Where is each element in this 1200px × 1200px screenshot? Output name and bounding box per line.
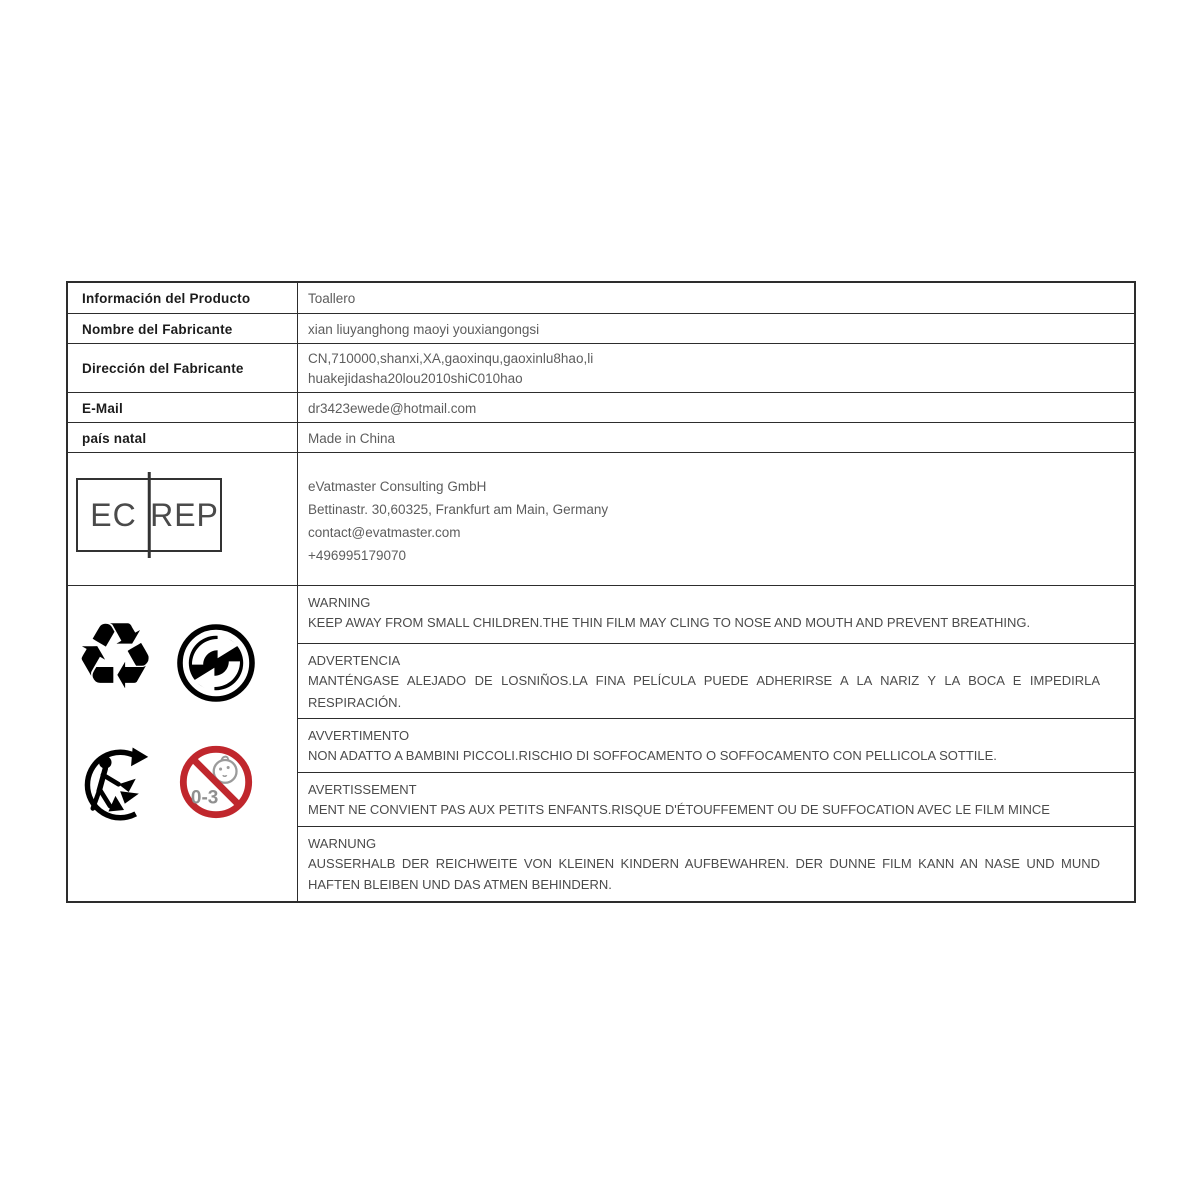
recycling-mobius-loop-icon: ♻: [74, 603, 157, 710]
ec-rep-row: [68, 452, 1134, 585]
table-row: [68, 313, 1134, 343]
table-row: [68, 283, 1134, 313]
warning-fr-body: MENT NE CONVIENT PAS AUX PETITS ENFANTS.RISQUE D'ÉTOUFFEMENT OU DE SUFFOCATION AVEC LE FILM MINCE: [308, 801, 1050, 817]
address-line-1: CN,710000,shanxi,XA,gaoxinqu,gaoxinlu8hao,li: [308, 350, 594, 366]
warning-fr-title: AVERTISSEMENT: [308, 781, 417, 797]
row-value-country: Made in China: [308, 430, 396, 446]
ec-rep-right-label: REP: [150, 496, 219, 533]
ec-rep-contact-block: [298, 453, 1134, 586]
warning-en: [298, 586, 1134, 643]
triman-icon: [78, 746, 156, 824]
row-value-manufacturer-address: [298, 344, 1134, 393]
warning-en-title: WARNING: [308, 595, 371, 610]
warning-en-body: KEEP AWAY FROM SMALL CHILDREN.THE THIN FILM MAY CLING TO NOSE AND MOUTH AND PREVENT BREATHING.: [308, 615, 1031, 630]
row-label-country: país natal: [68, 423, 298, 453]
row-label-product-info: Información del Producto: [68, 283, 298, 313]
ec-rep-address: Bettinastr. 30,60325, Frankfurt am Main, Germany: [308, 502, 609, 517]
ec-rep-company: eVatmaster Consulting GmbH: [308, 479, 487, 494]
address-line-2: huakejidasha20lou2010shiC010hao: [308, 370, 523, 386]
table-row: [68, 422, 1134, 452]
warning-de-title: WARNUNG: [308, 835, 377, 851]
age-range-label: 0-3: [190, 787, 219, 809]
warning-de: [298, 826, 1134, 901]
warning-es: [298, 643, 1134, 718]
warnings-column: [298, 586, 1134, 901]
table-row: [68, 343, 1134, 392]
green-dot-icon: [176, 623, 256, 703]
row-value-manufacturer-name: xian liuyanghong maoyi youxiangongsi: [308, 321, 540, 337]
warnings-row: [68, 585, 1134, 901]
warning-es-body: MANTÉNGASE ALEJADO DE LOSNIÑOS.LA FINA PELÍCULA PUEDE ADHERIRSE A LA NARIZ Y LA BOCA E IMPEDIRLA RESPIRACIÓN.: [308, 673, 1100, 710]
row-value-email: dr3423ewede@hotmail.com: [308, 400, 477, 416]
row-value-product-info: Toallero: [308, 290, 356, 306]
row-label-manufacturer-address: Dirección del Fabricante: [68, 344, 298, 393]
table-row: [68, 392, 1134, 422]
ec-rep-email: contact@evatmaster.com: [308, 525, 461, 540]
warning-de-body: AUSSERHALB DER REICHWEITE VON KLEINEN KINDERN AUFBEWAHREN. DER DUNNE FILM KANN AN NASE UND MUND HAFTEN BLEIBEN UND DAS ATMEN BEHINDERN.: [308, 855, 1100, 892]
warning-it-title: AVVERTIMENTO: [308, 728, 410, 743]
ec-rep-left-label: EC: [90, 496, 137, 533]
row-label-manufacturer-name: Nombre del Fabricante: [68, 314, 298, 344]
ec-rep-icon: [76, 478, 222, 552]
row-label-email: E-Mail: [68, 393, 298, 423]
age-0-3-warning-icon: [178, 744, 254, 820]
product-info-table: [66, 281, 1136, 903]
ec-rep-divider: [148, 472, 151, 558]
ec-rep-phone: +496995179070: [308, 548, 406, 563]
warning-es-title: ADVERTENCIA: [308, 653, 401, 668]
compliance-icons-cell: [68, 586, 298, 901]
warning-it-body: NON ADATTO A BAMBINI PICCOLI.RISCHIO DI SOFFOCAMENTO O SOFFOCAMENTO CON PELLICOLA SOTTILE.: [308, 748, 997, 763]
warning-fr: [298, 772, 1134, 826]
warning-it: [298, 718, 1134, 772]
ec-rep-symbol-cell: [68, 453, 298, 586]
